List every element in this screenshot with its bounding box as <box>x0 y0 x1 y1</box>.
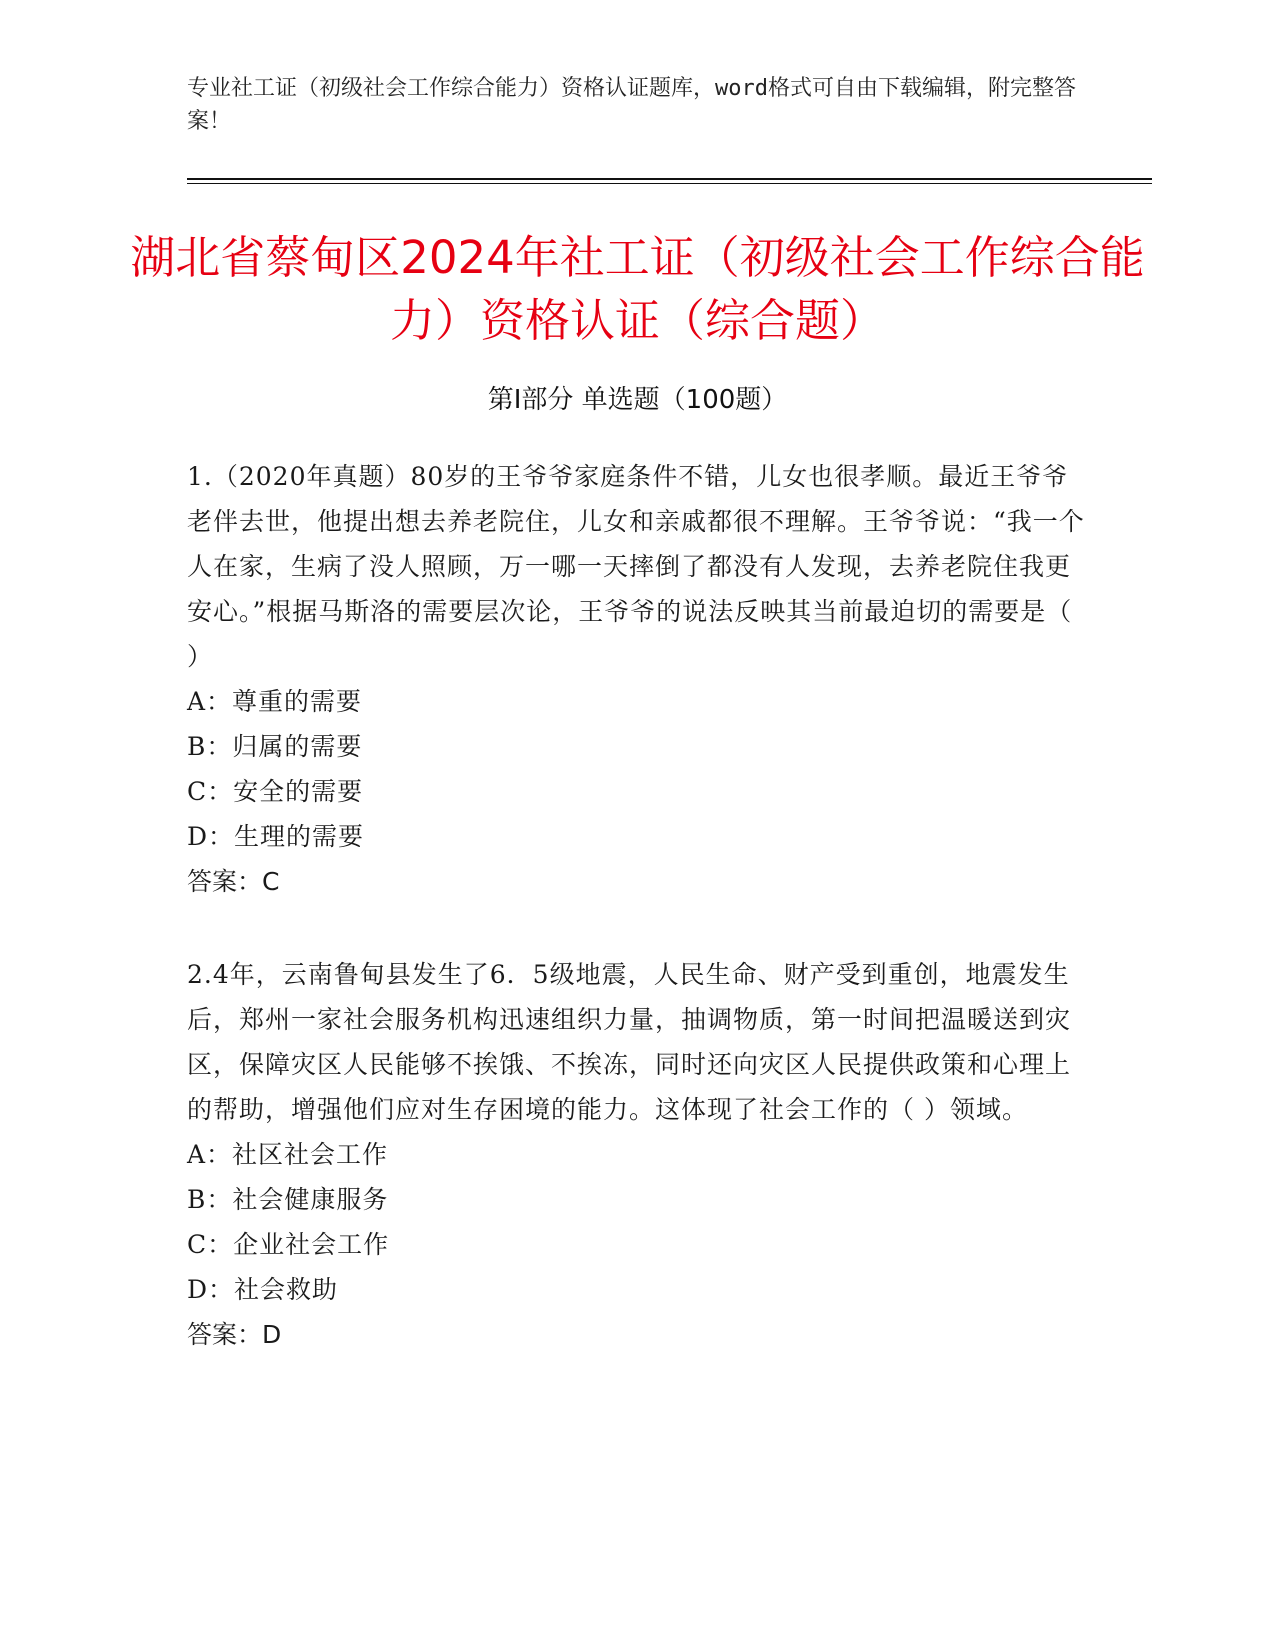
option-c: C：企业社会工作 <box>187 1230 390 1259</box>
header-rule-thick <box>187 178 1152 180</box>
option-d: D：生理的需要 <box>187 822 365 851</box>
option-a: A：社区社会工作 <box>187 1140 389 1169</box>
option-c: C：安全的需要 <box>187 777 364 806</box>
option-d: D：社会救助 <box>187 1275 339 1304</box>
section-title: 第Ⅰ部分 单选题（100题） <box>487 385 788 415</box>
header-rule-thin <box>187 183 1152 184</box>
question-stem: 2.4年，云南鲁甸县发生了6．5级地震，人民生命、财产受到重创，地震发生后，郑州一家社会服务机构迅速组织力量，抽调物质，第一时间把温暖送到灾区，保障灾区人民能够不挨饿、不挨冻，同时还向灾区人民提供政策和心理上的帮助，增强他们应对生存困境的能力。这体现了社会工作的（ ）领域。 <box>187 960 1072 1124</box>
option-b: B：社会健康服务 <box>187 1185 389 1214</box>
option-a: A：尊重的需要 <box>187 687 363 716</box>
question-1 <box>187 454 1125 904</box>
question-stem: 1.（2020年真题）80岁的王爷爷家庭条件不错，儿女也很孝顺。最近王爷爷老伴去世，他提出想去养老院住，儿女和亲戚都很不理解。王爷爷说：“我一个人在家，生病了没人照顾，万一哪一天摔倒了都没有人发现，去养老院住我更安心。”根据马斯洛的需要层次论，王爷爷的说法反映其当前最迫切的需要是（ ） <box>187 462 1125 671</box>
answer: 答案：D <box>187 1320 282 1349</box>
document-title: 湖北省蔡甸区2024年社工证（初级社会工作综合能力）资格认证（综合题） <box>130 231 1145 347</box>
question-2 <box>187 952 1087 1357</box>
answer: 答案：C <box>187 867 280 896</box>
header-note: 专业社工证（初级社会工作综合能力）资格认证题库，word格式可自由下载编辑，附完整答案！ <box>187 76 1076 134</box>
option-b: B：归属的需要 <box>187 732 363 761</box>
